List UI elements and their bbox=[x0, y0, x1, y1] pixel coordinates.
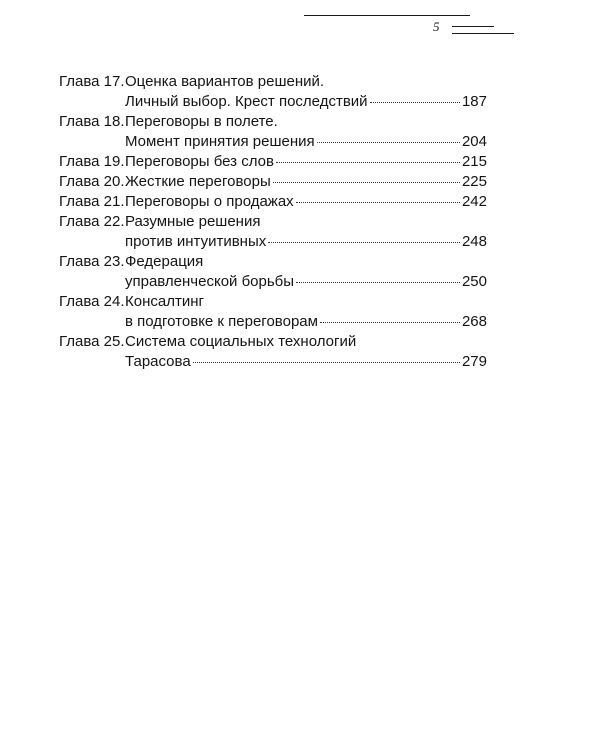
chapter-label: Глава 25. bbox=[59, 333, 125, 350]
page-ref: 250 bbox=[461, 273, 487, 290]
chapter-title: Разумные решения bbox=[125, 213, 261, 230]
toc-entry-21 bbox=[59, 192, 487, 212]
chapter-label: Глава 20. bbox=[59, 173, 125, 190]
chapter-label: Глава 19. bbox=[59, 153, 125, 170]
dot-leader bbox=[317, 141, 460, 143]
toc-entry-24 bbox=[59, 292, 487, 332]
dot-leader bbox=[193, 361, 460, 363]
page-ref: 279 bbox=[461, 353, 487, 370]
header-rule-long bbox=[452, 33, 514, 34]
chapter-title-continued: управленческой борьбы bbox=[125, 273, 295, 290]
page-ref: 242 bbox=[461, 193, 487, 210]
page-ref: 204 bbox=[461, 133, 487, 150]
chapter-title: Консалтинг bbox=[125, 293, 204, 310]
dot-leader bbox=[273, 181, 460, 183]
page-ref: 248 bbox=[461, 233, 487, 250]
chapter-title: Переговоры без слов bbox=[125, 153, 274, 170]
page-number: 5 bbox=[433, 19, 440, 34]
header-rule bbox=[304, 15, 470, 16]
table-of-contents bbox=[59, 72, 487, 372]
chapter-title-continued: Момент принятия решения bbox=[125, 133, 315, 150]
chapter-title: Система социальных технологий bbox=[125, 333, 357, 350]
chapter-title: Переговоры в полете. bbox=[125, 113, 278, 130]
page-ref: 225 bbox=[461, 173, 487, 190]
chapter-title: Федерация bbox=[125, 253, 204, 270]
toc-entry-17 bbox=[59, 72, 487, 112]
dot-leader bbox=[296, 281, 460, 283]
chapter-title-continued: Личный выбор. Крест последствий bbox=[125, 93, 368, 110]
chapter-title: Переговоры о продажах bbox=[125, 193, 294, 210]
chapter-title-continued: против интуитивных bbox=[125, 233, 267, 250]
chapter-label: Глава 22. bbox=[59, 213, 125, 230]
chapter-title: Оценка вариантов решений. bbox=[125, 73, 325, 90]
page-ref: 187 bbox=[461, 93, 487, 110]
chapter-title-continued: в подготовке к переговорам bbox=[125, 313, 318, 330]
dot-leader bbox=[370, 101, 460, 103]
dot-leader bbox=[268, 241, 460, 243]
dot-leader bbox=[276, 161, 460, 163]
toc-entry-25 bbox=[59, 332, 487, 372]
toc-entry-18 bbox=[59, 112, 487, 152]
toc-entry-22 bbox=[59, 212, 487, 252]
dot-leader bbox=[296, 201, 460, 203]
chapter-label: Глава 18. bbox=[59, 113, 125, 130]
header-rule-short bbox=[452, 26, 494, 27]
page-ref: 215 bbox=[461, 153, 487, 170]
chapter-title: Жесткие переговоры bbox=[125, 173, 271, 190]
chapter-label: Глава 24. bbox=[59, 293, 125, 310]
toc-entry-23 bbox=[59, 252, 487, 292]
toc-entry-19 bbox=[59, 152, 487, 172]
page-ref: 268 bbox=[461, 313, 487, 330]
chapter-label: Глава 17. bbox=[59, 73, 125, 90]
chapter-title-continued: Тарасова bbox=[125, 353, 191, 370]
dot-leader bbox=[320, 321, 460, 323]
toc-entry-20 bbox=[59, 172, 487, 192]
chapter-label: Глава 23. bbox=[59, 253, 125, 270]
chapter-label: Глава 21. bbox=[59, 193, 125, 210]
